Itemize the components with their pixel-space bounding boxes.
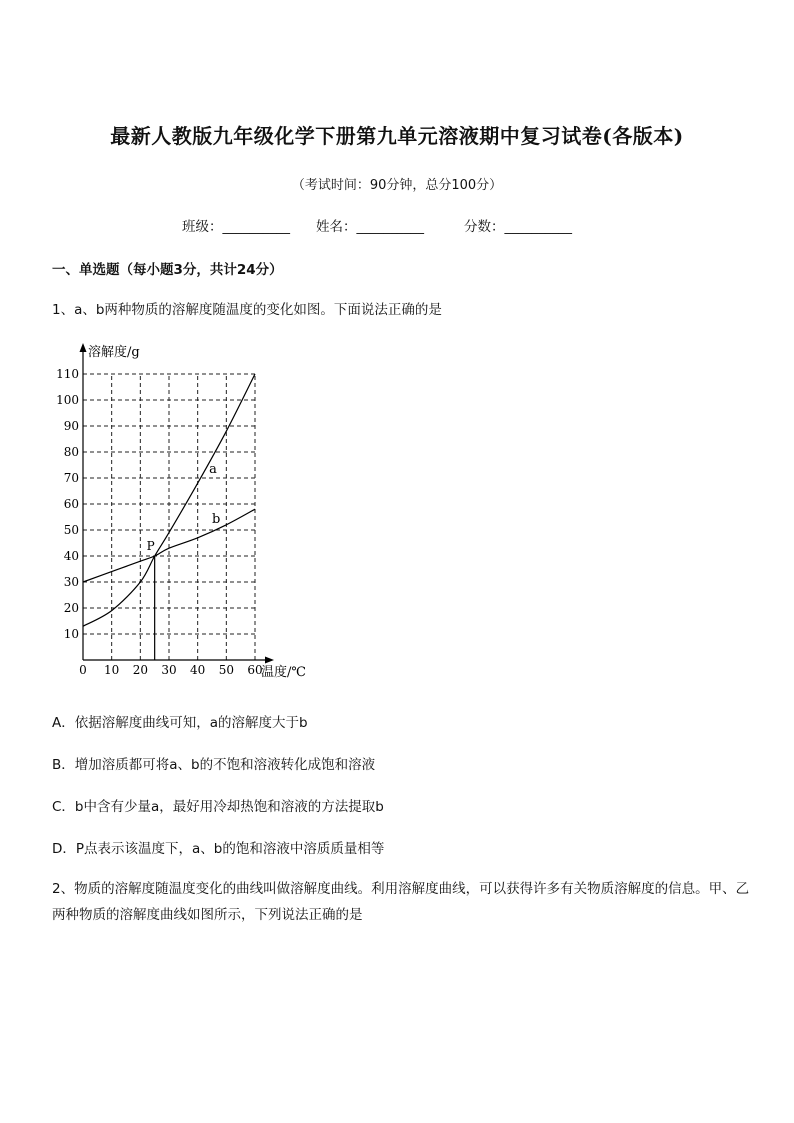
x-tick-label: 10 <box>104 663 120 677</box>
section-heading: 一、单选题（每小题3分，共计24分） <box>52 262 283 278</box>
exam-info: （考试时间：90分钟，总分100分） <box>291 178 503 193</box>
solubility-chart <box>50 338 330 686</box>
x-tick-label: 0 <box>79 663 87 677</box>
x-tick-label: 60 <box>247 663 263 677</box>
class-field[interactable]: 班级：__________ <box>182 219 290 235</box>
series-label-b: b <box>212 511 221 527</box>
name-field[interactable]: 姓名：__________ <box>316 219 424 235</box>
score-field[interactable]: 分数：__________ <box>464 219 572 235</box>
x-tick-label: 50 <box>218 663 234 677</box>
y-tick-label: 30 <box>63 575 79 589</box>
y-tick-label: 60 <box>63 497 79 511</box>
y-tick-label: 50 <box>63 523 79 537</box>
y-tick-label: 70 <box>63 471 79 485</box>
y-tick-label: 40 <box>63 549 79 563</box>
question-1-stem: 1、a、b两种物质的溶解度随温度的变化如图。下面说法正确的是 <box>52 302 442 318</box>
option-d[interactable]: D．P点表示该温度下，a、b的饱和溶液中溶质质量相等 <box>52 841 385 857</box>
y-tick-label: 10 <box>63 627 79 641</box>
x-tick-label: 20 <box>132 663 148 677</box>
student-fields <box>182 215 572 235</box>
series-label-a: a <box>209 461 217 477</box>
x-tick-label: 30 <box>161 663 177 677</box>
chart-labels <box>88 344 306 680</box>
chart-axes <box>80 343 275 664</box>
y-axis-arrow <box>80 343 87 352</box>
x-axis-arrow <box>265 657 274 664</box>
y-tick-label: 110 <box>56 367 79 381</box>
question-2-stem: 2、物质的溶解度随温度变化的曲线叫做溶解度曲线。利用溶解度曲线，可以获得许多有关物质溶解度的信息。甲、乙两种物质的溶解度曲线如图所示，下列说法正确的是 <box>52 881 750 923</box>
page-title: 最新人教版九年级化学下册第九单元溶液期中复习试卷(各版本) <box>110 124 684 148</box>
y-tick-label: 90 <box>63 419 79 433</box>
chart-grid <box>83 374 255 660</box>
point-p-label: P <box>146 539 155 553</box>
y-tick-label: 20 <box>63 601 79 615</box>
x-tick-label: 40 <box>190 663 206 677</box>
y-axis-label: 溶解度/g <box>88 345 140 360</box>
x-axis-label: 温度/℃ <box>261 665 306 680</box>
option-b[interactable]: B．增加溶质都可将a、b的不饱和溶液转化成饱和溶液 <box>52 757 376 773</box>
y-tick-label: 80 <box>63 445 79 459</box>
y-tick-label: 100 <box>56 393 79 407</box>
option-c[interactable]: C．b中含有少量a，最好用冷却热饱和溶液的方法提取b <box>52 799 384 815</box>
option-a[interactable]: A．依据溶解度曲线可知，a的溶解度大于b <box>52 715 308 731</box>
